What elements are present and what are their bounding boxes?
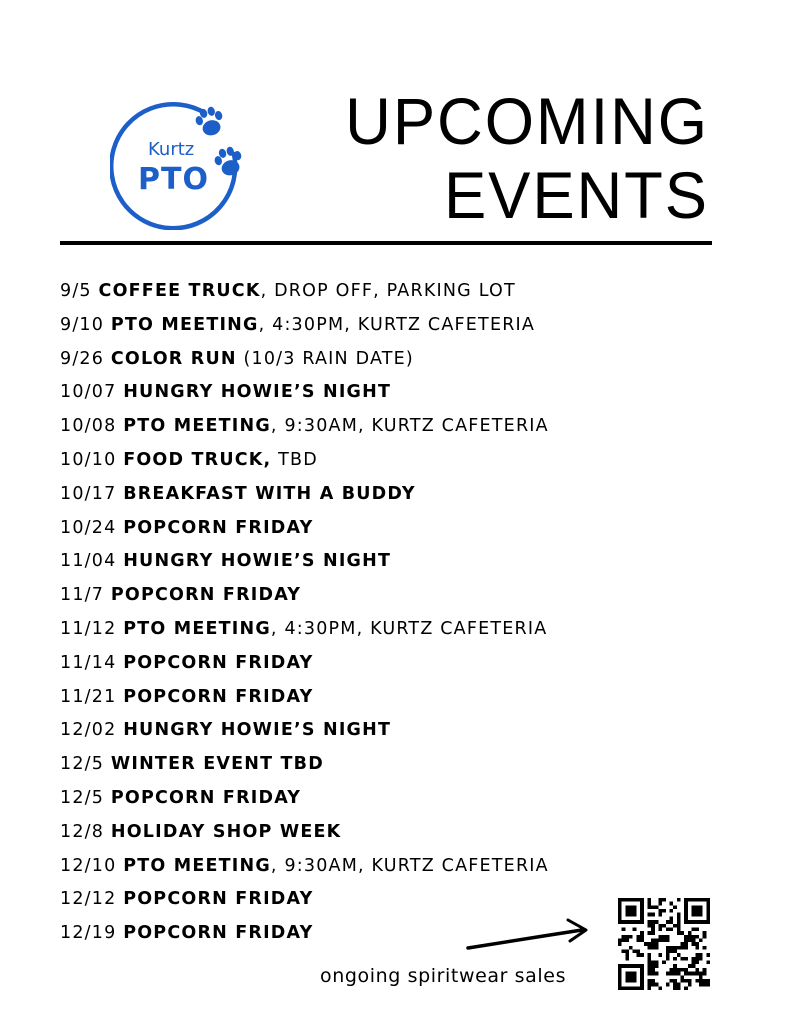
event-date: 11/14 <box>60 652 117 673</box>
event-item <box>60 274 549 308</box>
event-date: 11/04 <box>60 551 117 572</box>
event-item <box>60 342 549 376</box>
event-name: POPCORN FRIDAY <box>123 686 314 707</box>
event-date: 10/08 <box>60 416 117 437</box>
event-name: FOOD TRUCK, <box>123 449 272 470</box>
event-name: PTO MEETING <box>110 314 259 335</box>
event-name: PTO MEETING <box>123 416 271 437</box>
event-item <box>60 680 549 714</box>
event-name: POPCORN FRIDAY <box>123 652 314 673</box>
qr-code-icon[interactable] <box>618 898 710 990</box>
event-detail: , DROP OFF, PARKING LOT <box>260 281 516 301</box>
event-detail: , 4:30PM, KURTZ CAFETERIA <box>270 618 548 639</box>
event-date: 11/21 <box>60 686 117 707</box>
event-name: BREAKFAST WITH A BUDDY <box>123 483 416 504</box>
event-item <box>60 713 549 747</box>
event-date: 12/8 <box>60 821 105 842</box>
event-item <box>60 882 549 916</box>
event-name: PTO MEETING <box>123 618 271 639</box>
event-name: POPCORN FRIDAY <box>123 517 314 538</box>
event-item <box>60 511 549 545</box>
event-name: HUNGRY HOWIE’S NIGHT <box>123 551 392 572</box>
kurtz-pto-logo <box>110 96 260 230</box>
event-date: 10/24 <box>60 517 117 538</box>
event-date: 12/02 <box>60 720 117 741</box>
event-name: WINTER EVENT TBD <box>110 754 324 775</box>
event-item <box>60 409 549 443</box>
event-date: 11/12 <box>60 618 117 639</box>
event-date: 9/10 <box>60 314 105 335</box>
event-name: COLOR RUN <box>110 348 237 369</box>
event-item <box>60 612 549 646</box>
logo-kurtz-text: Kurtz <box>148 139 195 160</box>
event-item <box>60 477 549 511</box>
event-date: 12/12 <box>60 889 117 910</box>
event-date: 11/7 <box>60 585 105 606</box>
event-name: COFFEE TRUCK <box>98 281 261 301</box>
event-item <box>60 815 549 849</box>
event-item <box>60 443 549 477</box>
event-date: 12/10 <box>60 855 117 876</box>
event-detail: , 4:30PM, KURTZ CAFETERIA <box>258 314 536 335</box>
event-item <box>60 747 549 781</box>
page-title <box>345 84 709 232</box>
arrow-right-icon <box>464 914 594 954</box>
event-date: 10/17 <box>60 483 117 504</box>
event-item <box>60 578 549 612</box>
event-date: 10/07 <box>60 382 117 403</box>
event-name: POPCORN FRIDAY <box>110 585 302 606</box>
event-item <box>60 308 549 342</box>
logo-pto-text: PTO <box>138 162 209 197</box>
title-divider <box>60 241 712 245</box>
title-line-1: UPCOMING <box>345 84 709 158</box>
spiritwear-note: ongoing spiritwear sales <box>320 965 567 987</box>
event-name: HUNGRY HOWIE’S NIGHT <box>123 720 392 741</box>
event-detail: , 9:30AM, KURTZ CAFETERIA <box>270 416 549 437</box>
event-date: 10/10 <box>60 449 117 470</box>
event-item <box>60 849 549 883</box>
event-item <box>60 781 549 815</box>
event-date: 9/26 <box>60 348 105 369</box>
event-name: POPCORN FRIDAY <box>123 889 314 910</box>
event-item <box>60 375 549 409</box>
event-name: HUNGRY HOWIE’S NIGHT <box>123 382 392 403</box>
event-date: 12/5 <box>60 787 105 808</box>
event-detail: , 9:30AM, KURTZ CAFETERIA <box>270 855 549 876</box>
event-date: 12/19 <box>60 923 117 944</box>
event-date: 9/5 <box>60 281 92 301</box>
event-date: 12/5 <box>60 754 105 775</box>
event-item <box>60 646 549 680</box>
event-item <box>60 544 549 578</box>
event-detail: TBD <box>271 449 318 470</box>
event-name: HOLIDAY SHOP WEEK <box>110 821 342 842</box>
event-name: POPCORN FRIDAY <box>110 787 302 808</box>
title-line-2: EVENTS <box>443 158 709 232</box>
event-detail: (10/3 RAIN DATE) <box>236 348 414 369</box>
event-name: POPCORN FRIDAY <box>123 923 314 944</box>
event-name: PTO MEETING <box>123 855 271 876</box>
event-list <box>60 274 549 950</box>
